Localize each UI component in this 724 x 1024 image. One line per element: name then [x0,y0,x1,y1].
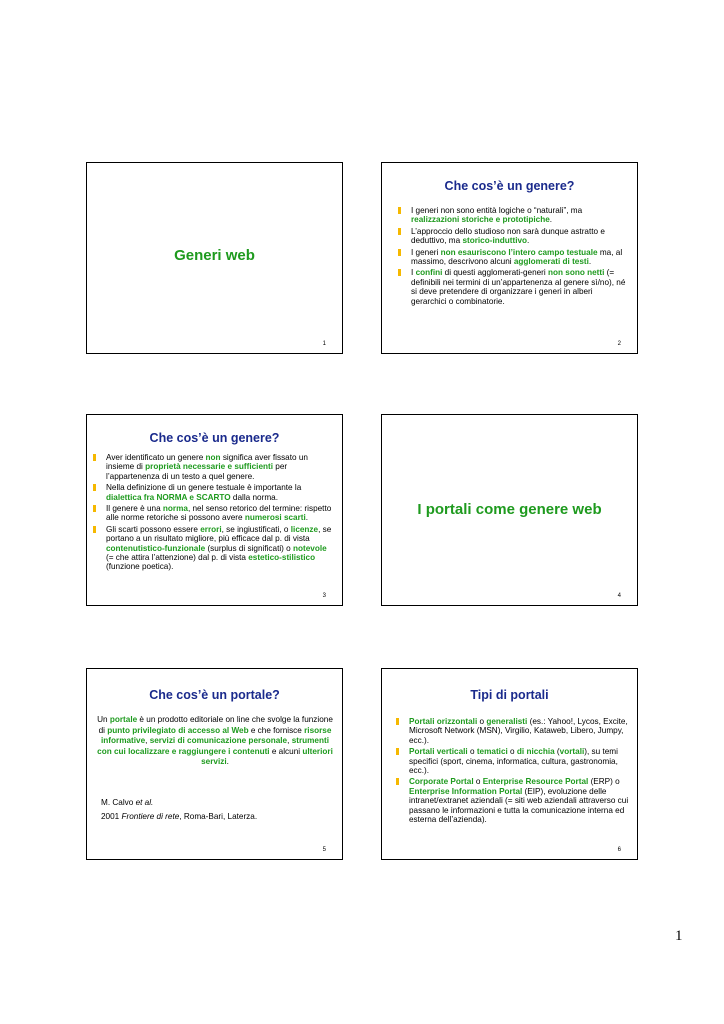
highlighted-text: storico-induttivo [462,236,528,246]
bullet-icon [396,748,399,755]
text-run: I generi non sono entità logiche o “naturali”, ma [411,206,583,215]
text-run: . [527,236,530,246]
text-run: I generi [411,247,441,257]
bullet-item [394,268,626,306]
bullet-item [394,227,626,246]
highlighted-text: Enterprise Resource Portal [482,777,589,787]
highlighted-text: non sono netti [548,268,605,278]
highlighted-text: tematici [476,747,508,757]
highlighted-text: Portali verticali [409,747,468,757]
text-run: è un prodotto editoriale on line che svolge la funzione di [98,715,333,735]
text-run: , Roma-Bari, Laterza. [179,812,258,821]
bullet-icon [398,228,401,235]
slide-title: Che cos’è un genere? [444,179,575,193]
highlighted-text: ulteriori servizi [201,746,333,766]
bullet-item [394,206,626,225]
bullet-icon [398,269,401,276]
bullet-item [89,525,336,572]
slide-title: Tipi di portali [470,688,549,702]
slide-number: 1 [322,341,326,347]
bullet-item [89,483,336,502]
slide-title: Generi web [174,247,255,264]
bullet-list [89,453,336,574]
slide-title: Che cos’è un genere? [149,431,280,445]
bullet-list [392,717,629,826]
highlighted-text: generalisti [486,717,528,726]
highlighted-text: di nicchia [516,747,555,757]
highlighted-text: norma [162,504,188,514]
highlighted-text: risorse informative [101,725,332,745]
text-run: o [477,717,487,726]
slide-title: I portali come genere web [417,501,602,518]
highlighted-text: non [205,453,221,462]
text-run: , se portano a un risultato migliore, più efficace dal p. di vista [106,524,332,544]
highlighted-text: Enterprise Information Portal [409,786,523,796]
highlighted-text: agglomerati di testi [513,257,589,267]
highlighted-text: realizzazioni storiche e prototipiche [411,215,550,225]
text-run: dalla norma. [230,492,278,502]
text-run: per l’appartenenza di un testo a quel genere. [106,462,288,481]
bullet-icon [398,207,401,214]
text-run: di questi agglomerati-generi [442,268,548,278]
slide-number: 5 [322,847,326,853]
text-run: Il genere è una [106,504,163,514]
text-run: (EIP), evoluzione delle intranet/extranet aziendali (= siti web aziendali attraverso cui passano le informazioni e tutta la comunicazione interna ed esterna dell’azienda). [409,786,629,825]
slide-number: 6 [617,847,621,853]
text-run: . [549,215,553,225]
highlighted-text: dialettica fra NORMA e SCARTO [106,492,231,502]
bullet-icon [396,778,399,785]
bullet-icon [93,526,96,533]
bullet-item [89,453,336,481]
text-run: (= definibili nei termini di un’appartenenza al genere sì/no), né si deve pretendere di organizzare i generi in alberi gerarchici o combinatorie. [411,268,626,306]
slide-number: 2 [617,341,621,347]
text-run: Aver identificato un genere [106,453,206,462]
definition-paragraph [97,715,333,768]
bullet-item [89,504,336,523]
text-run: . [305,513,309,523]
text-run: (es.: Yahoo!, Lycos, Excite, Microsoft Network (MSN), Virgilio, Kataweb, Libero, Jumpy, ecc.). [409,717,628,745]
slide-5 [86,668,343,860]
text-run: L’approccio dello studioso non sarà dunque astratto e deduttivo, ma [411,226,605,246]
highlighted-text: vortali [559,747,585,757]
text-run: I [411,268,416,278]
reference-author [101,798,331,809]
slide-3 [86,414,343,606]
slide-number: 3 [322,593,326,599]
bullet-item [394,248,626,267]
text-run: e alcuni [269,746,303,756]
highlighted-text: proprietà necessarie e sufficienti [145,462,274,472]
bullet-icon [93,454,96,461]
text-run: (= che attira l’attenzione) dal p. di vista [106,553,249,563]
highlighted-text: non esauriscono l’intero campo testuale [440,247,598,257]
text-run: (surplus di significati) o [205,543,293,553]
slide-1 [86,162,343,354]
text-run: et al. [135,798,154,807]
text-run: Gli scarti possono essere [106,524,201,534]
slide-4 [381,414,638,606]
text-run: Frontiere di rete [121,812,180,821]
text-run: o [467,747,477,757]
bullet-item [392,717,629,745]
page-number: 1 [675,928,683,944]
text-run: (funzione poetica). [106,562,174,572]
highlighted-text: estetico-stilistico [248,553,316,563]
text-run: (ERP) o [588,777,620,787]
text-run: o [507,747,517,757]
highlighted-text: strumenti con cui localizzare e raggiungere i contenuti [97,736,329,756]
bullet-item [392,777,629,824]
slide-2 [381,162,638,354]
bullet-icon [93,505,96,512]
bullet-icon [398,249,401,256]
text-run: Nella definizione di un genere testuale è importante la [106,483,302,493]
text-run: , [145,736,150,745]
text-run: ), su temi specifici (sport, cinema, informatica, cultura, gastronomia, ecc.). [409,747,618,776]
highlighted-text: licenze [290,524,319,534]
text-run: significa aver fissato un insieme di [106,453,308,472]
bullet-list [394,206,626,308]
text-run: . [226,757,229,766]
slide-6 [381,668,638,860]
highlighted-text: portale [109,715,138,724]
text-run: , se ingiustificati, o [221,524,291,534]
highlighted-text: confini [415,268,443,278]
highlighted-text: Corporate Portal [409,777,474,787]
bullet-item [392,747,629,775]
highlighted-text: notevole [293,543,327,553]
slide-title: Che cos’è un portale? [149,688,280,702]
text-run: , [287,736,292,745]
text-run: e che fornisce [248,725,305,735]
highlighted-text: errori [200,524,222,534]
highlighted-text: numerosi scarti [244,513,306,523]
highlighted-text: Portali orizzontali [409,717,478,726]
text-run: o [473,777,483,787]
bullet-icon [396,718,399,725]
text-run: Un [97,715,110,724]
highlighted-text: contenutistico-funzionale [106,543,206,553]
text-run: . [588,257,592,267]
text-run: ( [554,747,560,757]
reference-title [101,812,331,823]
text-run: M. Calvo [101,798,136,807]
text-run: 2001 [101,812,122,821]
bullet-icon [93,484,96,491]
highlighted-text: punto privilegiato di accesso al Web [107,725,249,735]
text-run: ma, al massimo, descrivono alcuni [411,247,623,267]
slide-number: 4 [617,593,621,599]
text-run: , nel senso retorico del termine: rispetto alle norme retoriche si possono avere [106,504,332,523]
highlighted-text: servizi di comunicazione personale [149,736,288,745]
